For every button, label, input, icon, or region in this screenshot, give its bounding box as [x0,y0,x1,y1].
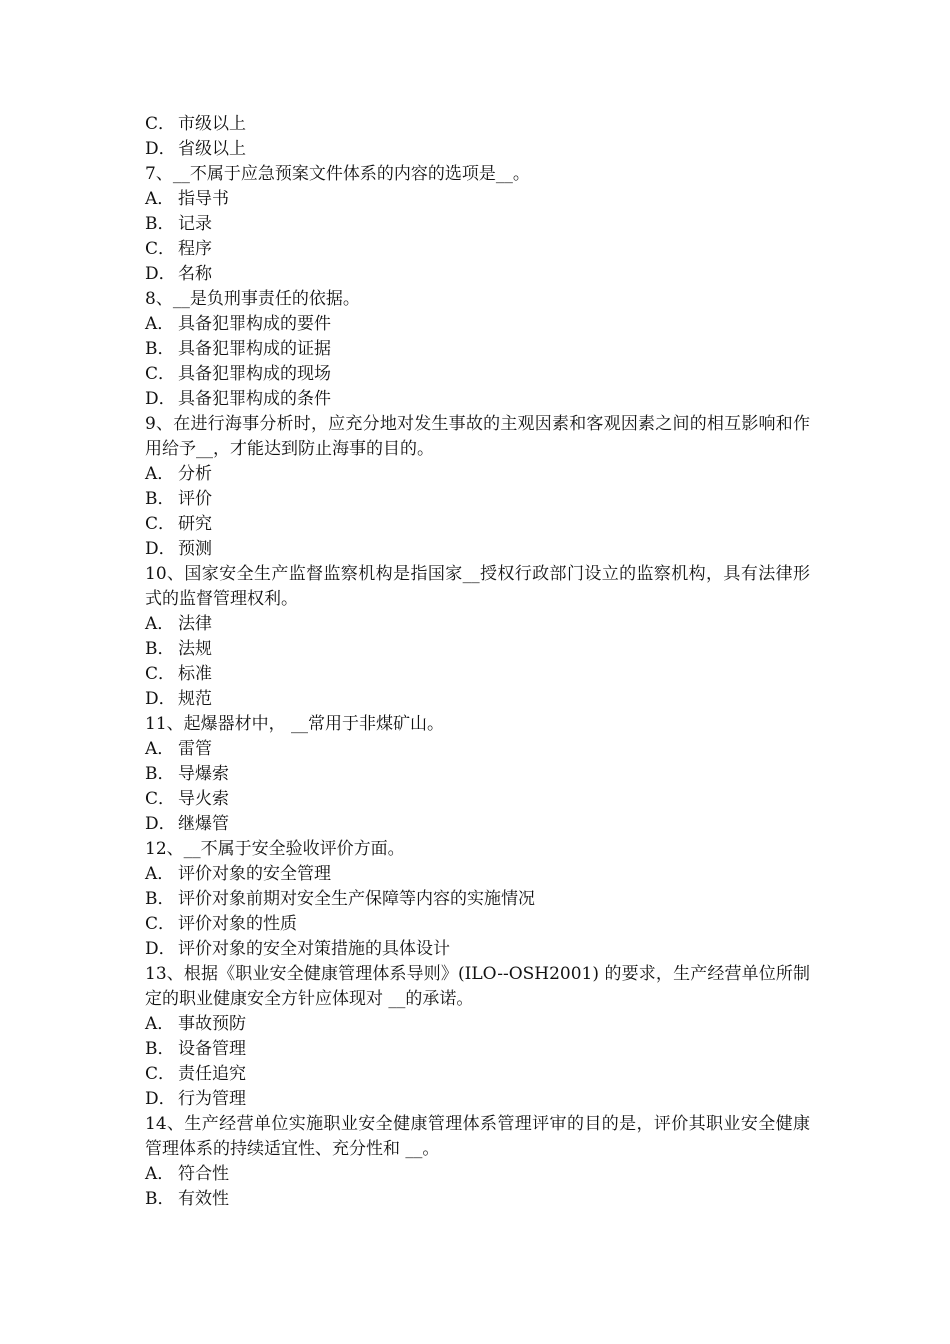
option-letter: C． [145,789,176,809]
option-letter: B． [145,764,175,784]
answer-option [145,762,810,787]
answer-option [145,187,810,212]
option-letter: A． [145,464,175,484]
option-letter: C． [145,239,176,259]
answer-option [145,537,810,562]
answer-option [145,387,810,412]
option-text: 事故预防 [178,1014,246,1034]
option-text: 名称 [178,264,212,284]
answer-option [145,137,810,162]
option-letter: D． [145,939,176,959]
option-text: 有效性 [178,1189,229,1209]
answer-option [145,362,810,387]
option-text: 标准 [178,664,212,684]
option-text: 评价对象的性质 [178,914,297,934]
answer-option [145,487,810,512]
option-text: 程序 [178,239,212,259]
answer-option [145,612,810,637]
option-text: 责任追究 [178,1064,246,1084]
option-text: 评价对象的安全对策措施的具体设计 [178,939,450,959]
answer-option [145,1062,810,1087]
option-text: 法规 [178,639,212,659]
answer-option [145,937,810,962]
question-text: 12、__不属于安全验收评价方面。 [145,839,405,859]
answer-option [145,262,810,287]
answer-option [145,787,810,812]
option-letter: C． [145,1064,176,1084]
answer-option [145,1162,810,1187]
answer-option [145,887,810,912]
option-text: 雷管 [178,739,212,759]
option-text: 省级以上 [178,139,246,159]
answer-option [145,312,810,337]
answer-option [145,1012,810,1037]
option-letter: B． [145,1189,175,1209]
option-text: 研究 [178,514,212,534]
option-letter: C． [145,514,176,534]
option-letter: B． [145,639,175,659]
option-letter: A． [145,314,175,334]
option-letter: A． [145,1164,175,1184]
option-text: 导爆索 [178,764,229,784]
question-text: 13、根据《职业安全健康管理体系导则》(ILO--OSH2001) 的要求，生产经营单位所制定的职业健康安全方针应体现对 __的承诺。 [145,964,810,1009]
option-letter: D． [145,1089,176,1109]
option-letter: A． [145,614,175,634]
option-letter: D． [145,689,176,709]
question-text: 11、起爆器材中， __常用于非煤矿山。 [145,714,445,734]
option-text: 评价对象的安全管理 [178,864,331,884]
option-text: 市级以上 [178,114,246,134]
option-text: 分析 [178,464,212,484]
option-text: 具备犯罪构成的证据 [178,339,331,359]
option-text: 记录 [178,214,212,234]
option-letter: C． [145,364,176,384]
option-text: 行为管理 [178,1089,246,1109]
answer-option [145,112,810,137]
option-letter: A． [145,1014,175,1034]
option-letter: A． [145,189,175,209]
answer-option [145,337,810,362]
answer-option [145,462,810,487]
question-text: 10、国家安全生产监督监察机构是指国家__授权行政部门设立的监察机构，具有法律形式的监督管理权利。 [145,564,810,609]
option-text: 具备犯罪构成的要件 [178,314,331,334]
option-letter: A． [145,739,175,759]
answer-option [145,812,810,837]
option-letter: A． [145,864,175,884]
document-body [145,112,810,1212]
answer-option [145,1187,810,1212]
option-text: 规范 [178,689,212,709]
option-letter: D． [145,814,176,834]
question-text: 8、__是负刑事责任的依据。 [145,289,360,309]
option-text: 评价对象前期对安全生产保障等内容的实施情况 [178,889,535,909]
option-text: 具备犯罪构成的条件 [178,389,331,409]
answer-option [145,737,810,762]
answer-option [145,912,810,937]
option-letter: C． [145,914,176,934]
answer-option [145,212,810,237]
option-letter: C． [145,114,176,134]
question-text: 14、生产经营单位实施职业安全健康管理体系管理评审的目的是，评价其职业安全健康管理体系的持续适宜性、充分性和 __。 [145,1114,810,1159]
option-text: 评价 [178,489,212,509]
option-text: 导火索 [178,789,229,809]
option-text: 指导书 [178,189,229,209]
option-letter: B． [145,214,175,234]
answer-option [145,237,810,262]
option-letter: D． [145,539,176,559]
answer-option [145,1087,810,1112]
answer-option [145,687,810,712]
answer-option [145,662,810,687]
option-letter: C． [145,664,176,684]
option-text: 继爆管 [178,814,229,834]
option-letter: B． [145,489,175,509]
option-letter: D． [145,139,176,159]
option-letter: B． [145,1039,175,1059]
answer-option [145,512,810,537]
option-letter: B． [145,339,175,359]
question-text: 7、__不属于应急预案文件体系的内容的选项是__。 [145,164,530,184]
answer-option [145,637,810,662]
option-letter: D． [145,389,176,409]
option-text: 设备管理 [178,1039,246,1059]
answer-option [145,1037,810,1062]
option-text: 法律 [178,614,212,634]
answer-option [145,862,810,887]
option-text: 符合性 [178,1164,229,1184]
option-letter: B． [145,889,175,909]
option-text: 具备犯罪构成的现场 [178,364,331,384]
option-letter: D． [145,264,176,284]
option-text: 预测 [178,539,212,559]
question-text: 9、在进行海事分析时，应充分地对发生事故的主观因素和客观因素之间的相互影响和作用给予__，才能达到防止海事的目的。 [145,414,810,459]
